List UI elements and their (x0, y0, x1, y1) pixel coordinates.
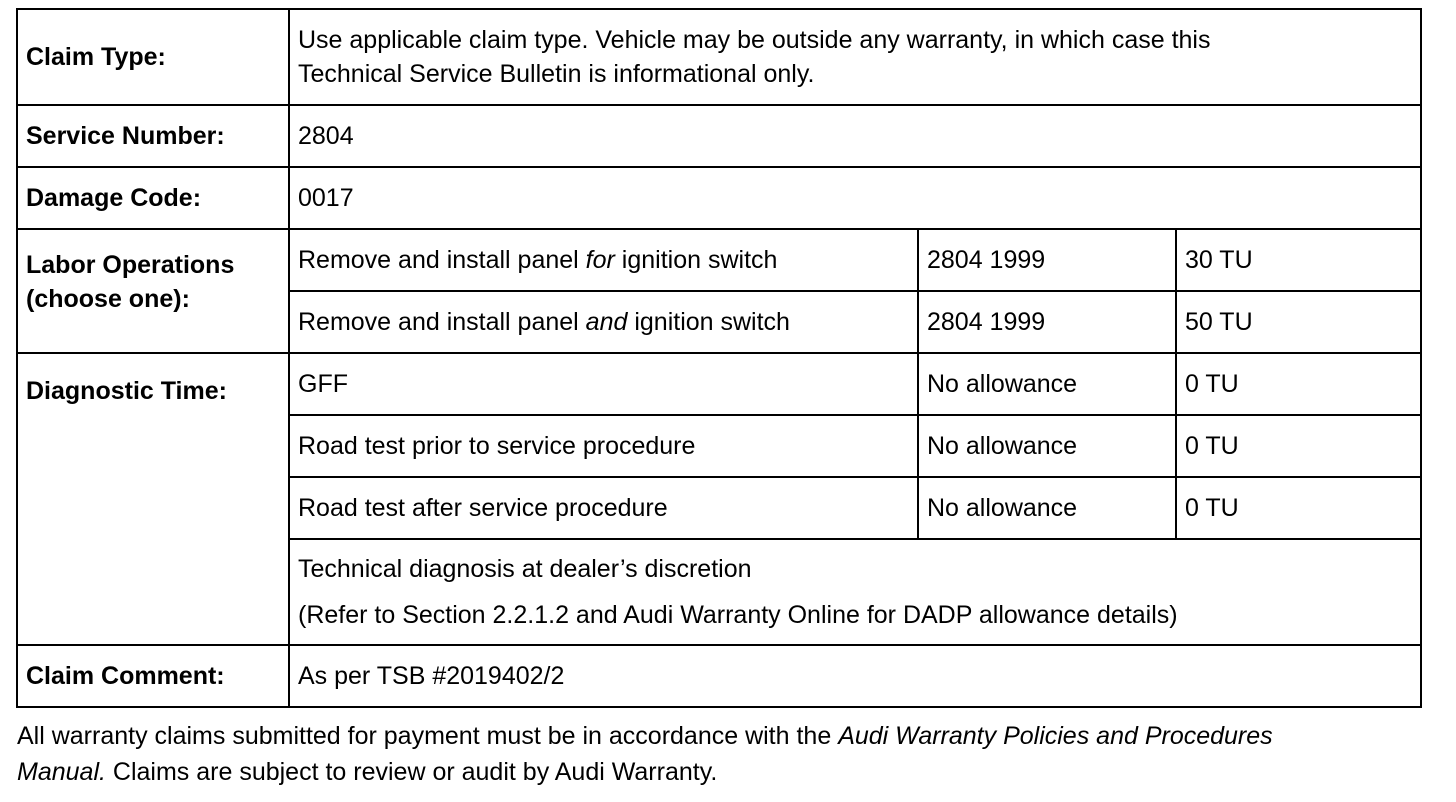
service-number-row (17, 105, 1421, 167)
labor-operations-label (17, 229, 289, 353)
diagnostic-description: GFF (289, 353, 918, 415)
labor-operation-row (17, 229, 1421, 291)
diagnostic-row (17, 353, 1421, 415)
labor-desc-post: ignition switch (614, 246, 778, 274)
service-number-value: 2804 (289, 105, 1421, 167)
footer-text-2: Claims are subject to review or audit by Audi Warranty. (105, 758, 718, 786)
technical-diagnosis-cell (289, 539, 1421, 645)
labor-operation-time: 30 TU (1176, 229, 1421, 291)
damage-code-row (17, 167, 1421, 229)
diagnostic-time: 0 TU (1176, 415, 1421, 477)
labor-operation-code: 2804 1999 (918, 229, 1176, 291)
damage-code-value: 0017 (289, 167, 1421, 229)
labor-operation-description (289, 291, 918, 353)
diagnostic-description: Road test after service procedure (289, 477, 918, 539)
diagnostic-allowance: No allowance (918, 353, 1176, 415)
service-number-label: Service Number: (17, 105, 289, 167)
diagnostic-allowance: No allowance (918, 477, 1176, 539)
warranty-footer-note (17, 718, 1427, 790)
claim-type-line-1: Use applicable claim type. Vehicle may be outside any warranty, in which case this (298, 26, 1211, 54)
claim-type-row (17, 9, 1421, 105)
labor-desc-pre: Remove and install panel (298, 308, 586, 336)
footer-manual-title: Audi Warranty Policies and Procedures (838, 722, 1273, 750)
diagnostic-time: 0 TU (1176, 353, 1421, 415)
labor-desc-emphasis: for (585, 246, 615, 274)
diagnostic-allowance: No allowance (918, 415, 1176, 477)
technical-diagnosis-line: Technical diagnosis at dealer’s discretion (298, 555, 752, 583)
labor-desc-pre: Remove and install panel (298, 246, 586, 274)
damage-code-label: Damage Code: (17, 167, 289, 229)
diagnostic-description: Road test prior to service procedure (289, 415, 918, 477)
claim-type-line-2: Technical Service Bulletin is informational only. (298, 60, 815, 88)
labor-operations-label-line-1: Labor Operations (26, 251, 235, 279)
warranty-claim-table (16, 8, 1422, 708)
diagnostic-time: 0 TU (1176, 477, 1421, 539)
footer-text-1: All warranty claims submitted for payment must be in accordance with the (17, 722, 839, 750)
technical-diagnosis-reference: (Refer to Section 2.2.1.2 and Audi Warranty Online for DADP allowance details) (298, 601, 1178, 629)
labor-operation-description (289, 229, 918, 291)
labor-operation-code: 2804 1999 (918, 291, 1176, 353)
labor-desc-emphasis: and (585, 308, 628, 336)
claim-comment-label: Claim Comment: (17, 645, 289, 707)
claim-type-value (289, 9, 1421, 105)
claim-comment-value: As per TSB #2019402/2 (289, 645, 1421, 707)
labor-desc-post: ignition switch (627, 308, 790, 336)
claim-comment-row (17, 645, 1421, 707)
footer-manual-title-cont: Manual. (17, 758, 106, 786)
diagnostic-time-label: Diagnostic Time: (17, 353, 289, 645)
claim-type-label: Claim Type: (17, 9, 289, 105)
labor-operation-time: 50 TU (1176, 291, 1421, 353)
labor-operations-label-line-2: (choose one): (26, 285, 190, 313)
